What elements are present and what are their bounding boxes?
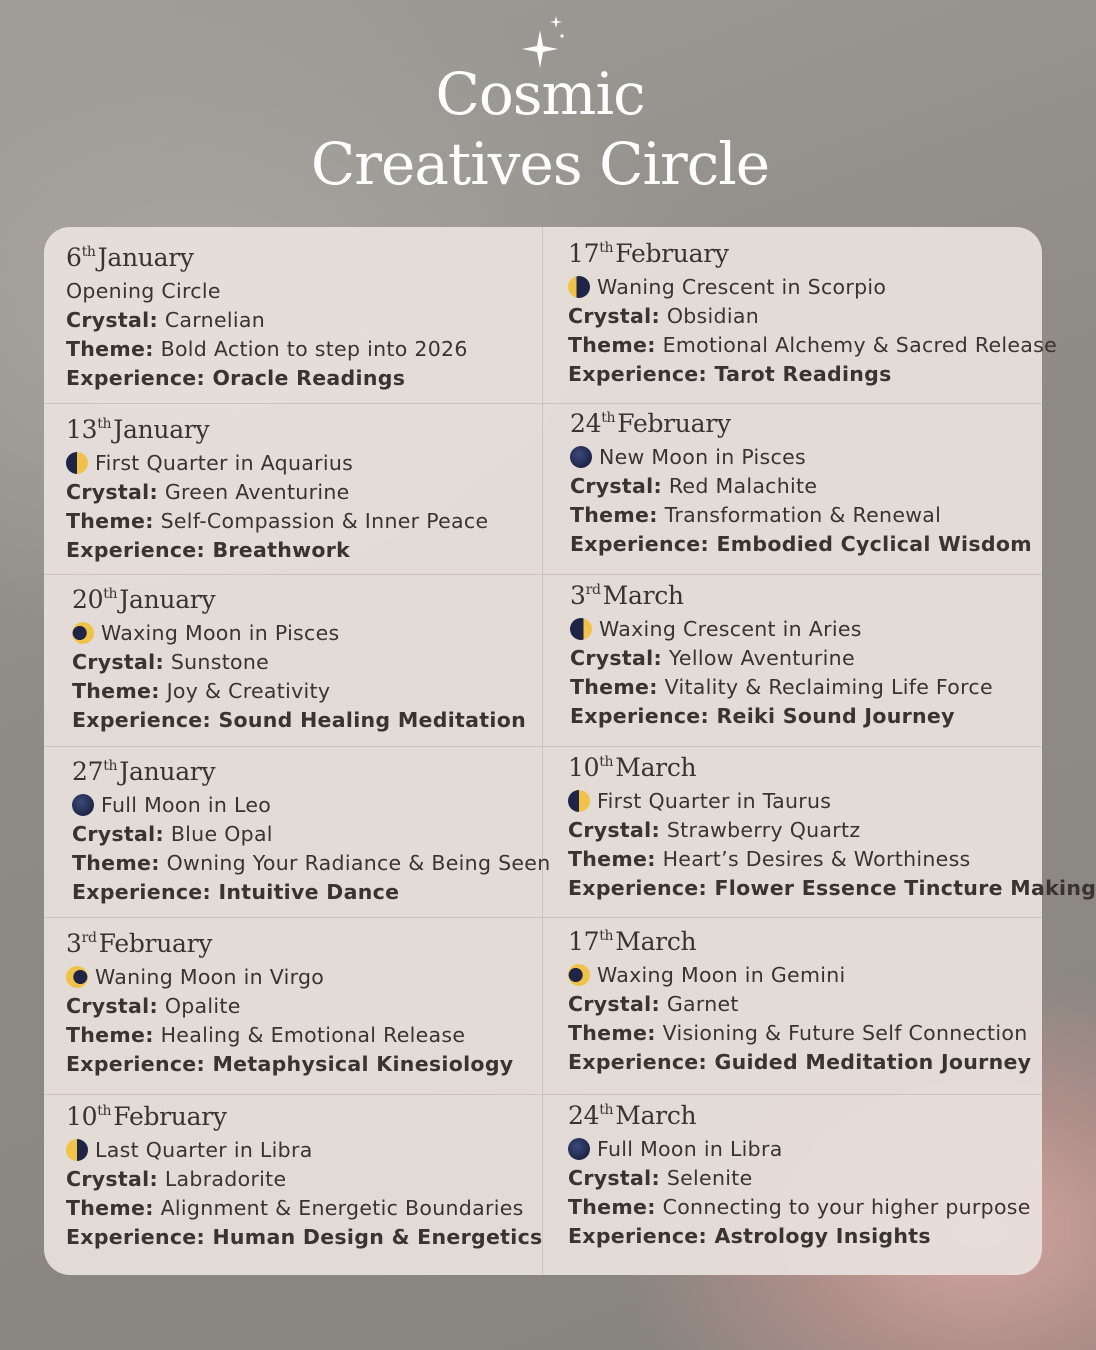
experience-label: Experience:	[66, 366, 205, 390]
session-crystal: Sunstone	[170, 650, 270, 674]
session-day: 24	[568, 1101, 600, 1130]
row-divider	[44, 1094, 1042, 1095]
session-experience-line	[66, 1050, 513, 1079]
crystal-label: Crystal:	[568, 992, 660, 1016]
session-crystal: Red Malachite	[668, 474, 818, 498]
session-experience-line	[568, 1048, 1031, 1077]
session-crystal-line	[66, 478, 488, 507]
waning-crescent-moon-icon	[568, 276, 590, 298]
theme-label: Theme:	[66, 509, 154, 533]
session-experience: Guided Meditation Journey	[714, 1050, 1032, 1074]
theme-label: Theme:	[568, 333, 656, 357]
session-month: February	[615, 239, 729, 268]
session-month: March	[615, 927, 697, 956]
session-phase-line	[570, 615, 993, 644]
theme-label: Theme:	[570, 503, 658, 527]
last-quarter-moon-icon	[66, 1139, 88, 1161]
session-crystal-line	[568, 1164, 1031, 1193]
session-cell	[66, 1100, 543, 1252]
session-theme: Visioning & Future Self Connection	[662, 1021, 1028, 1045]
session-crystal-line	[568, 302, 1057, 331]
crystal-label: Crystal:	[568, 818, 660, 842]
session-crystal-line	[66, 1165, 543, 1194]
session-crystal: Green Aventurine	[164, 480, 350, 504]
session-day-suffix: th	[97, 416, 112, 432]
experience-label: Experience:	[66, 1225, 205, 1249]
session-experience-line	[570, 530, 1032, 559]
experience-label: Experience:	[66, 1052, 205, 1076]
crystal-label: Crystal:	[568, 1166, 660, 1190]
session-experience: Tarot Readings	[714, 362, 892, 386]
session-day-suffix: th	[81, 244, 96, 260]
session-crystal-line	[570, 472, 1032, 501]
row-divider	[44, 403, 1042, 404]
crystal-label: Crystal:	[72, 822, 164, 846]
session-day: 6	[66, 243, 82, 272]
session-phase-line	[568, 273, 1057, 302]
experience-label: Experience:	[570, 704, 709, 728]
waning-moon-icon	[66, 966, 88, 988]
session-experience: Oracle Readings	[212, 366, 406, 390]
session-phase-line	[568, 961, 1031, 990]
row-divider	[44, 917, 1042, 918]
experience-label: Experience:	[66, 538, 205, 562]
session-experience-line	[568, 874, 1096, 903]
session-day: 10	[66, 1102, 98, 1131]
session-phase: Waxing Crescent in Aries	[599, 617, 862, 641]
session-date	[72, 755, 551, 789]
session-cell	[72, 755, 551, 907]
session-day-suffix: th	[599, 754, 614, 770]
first-quarter-moon-icon	[568, 790, 590, 812]
session-phase-line	[72, 791, 551, 820]
session-cell	[568, 925, 1031, 1077]
session-day-suffix: th	[601, 410, 616, 426]
session-experience-line	[568, 1222, 1031, 1251]
session-crystal: Yellow Aventurine	[668, 646, 855, 670]
session-phase-line	[570, 443, 1032, 472]
session-theme: Joy & Creativity	[166, 679, 331, 703]
row-divider	[44, 574, 1042, 575]
crystal-label: Crystal:	[66, 480, 158, 504]
session-cell	[568, 1099, 1031, 1251]
session-experience-line	[72, 706, 526, 735]
crystal-label: Crystal:	[66, 1167, 158, 1191]
session-phase-line	[66, 1136, 543, 1165]
session-theme-line	[570, 673, 993, 702]
session-date	[568, 1099, 1031, 1133]
crystal-label: Crystal:	[72, 650, 164, 674]
crystal-label: Crystal:	[570, 646, 662, 670]
experience-label: Experience:	[568, 1224, 707, 1248]
schedule-card	[44, 227, 1096, 1275]
session-cell	[66, 413, 488, 565]
session-phase: Waning Moon in Virgo	[95, 965, 325, 989]
experience-label: Experience:	[72, 880, 211, 904]
session-crystal: Selenite	[666, 1166, 753, 1190]
session-theme: Owning Your Radiance & Being Seen	[166, 851, 551, 875]
session-crystal-line	[72, 648, 526, 677]
session-month: February	[98, 929, 213, 958]
session-day-suffix: th	[103, 586, 118, 602]
session-theme: Vitality & Reclaiming Life Force	[664, 675, 993, 699]
page-title-line-2: Creatives Circle	[310, 130, 770, 198]
session-day: 3	[570, 581, 586, 610]
session-phase: First Quarter in Taurus	[597, 789, 832, 813]
session-theme-line	[66, 507, 488, 536]
session-crystal: Carnelian	[164, 308, 266, 332]
session-phase-line	[568, 1135, 1031, 1164]
session-theme-line	[72, 677, 526, 706]
session-theme-line	[568, 845, 1096, 874]
waxing-moon-icon	[568, 964, 590, 986]
session-date	[66, 413, 488, 447]
session-day-suffix: rd	[585, 582, 601, 598]
session-month: March	[602, 581, 684, 610]
session-day: 13	[66, 415, 98, 444]
theme-label: Theme:	[66, 1023, 154, 1047]
theme-label: Theme:	[568, 847, 656, 871]
session-cell	[66, 927, 513, 1079]
session-phase: Waxing Moon in Pisces	[101, 621, 340, 645]
session-cell	[72, 583, 526, 735]
session-theme-line	[568, 1193, 1031, 1222]
session-experience-line	[72, 878, 551, 907]
session-cell	[570, 579, 993, 731]
session-day-suffix: th	[599, 928, 614, 944]
session-theme-line	[66, 1021, 513, 1050]
session-cell	[568, 237, 1057, 389]
experience-label: Experience:	[570, 532, 709, 556]
session-cell	[66, 241, 468, 393]
session-phase-line	[72, 619, 526, 648]
session-month: January	[113, 415, 210, 444]
session-day-suffix: th	[97, 1103, 112, 1119]
session-experience: Flower Essence Tincture Making	[714, 876, 1096, 900]
session-cell	[568, 751, 1096, 903]
session-theme: Connecting to your higher purpose	[662, 1195, 1031, 1219]
session-phase: Waxing Moon in Gemini	[597, 963, 846, 987]
session-month: February	[113, 1102, 227, 1131]
session-theme-line	[570, 501, 1032, 530]
session-crystal-line	[66, 306, 468, 335]
session-day: 24	[570, 409, 602, 438]
session-crystal: Blue Opal	[170, 822, 273, 846]
session-phase: Full Moon in Leo	[101, 793, 272, 817]
session-experience: Sound Healing Meditation	[218, 708, 526, 732]
session-phase: Opening Circle	[66, 279, 221, 303]
waxing-crescent-moon-icon	[570, 618, 592, 640]
session-theme-line	[568, 331, 1057, 360]
session-date	[570, 579, 993, 613]
session-date	[570, 407, 1032, 441]
session-experience-line	[568, 360, 1057, 389]
session-day-suffix: th	[103, 758, 118, 774]
experience-label: Experience:	[568, 1050, 707, 1074]
session-crystal-line	[568, 990, 1031, 1019]
row-divider	[44, 746, 1042, 747]
session-day: 3	[66, 929, 82, 958]
session-experience: Metaphysical Kinesiology	[212, 1052, 514, 1076]
full-moon-icon	[72, 794, 94, 816]
session-day-suffix: th	[599, 1102, 614, 1118]
session-theme: Alignment & Energetic Boundaries	[160, 1196, 524, 1220]
session-theme: Self-Compassion & Inner Peace	[160, 509, 489, 533]
page-title-line-1: Cosmic	[435, 60, 645, 128]
session-date	[66, 927, 513, 961]
theme-label: Theme:	[72, 679, 160, 703]
session-crystal: Opalite	[164, 994, 241, 1018]
crystal-label: Crystal:	[568, 304, 660, 328]
session-crystal: Garnet	[666, 992, 739, 1016]
session-crystal: Labradorite	[164, 1167, 287, 1191]
session-crystal-line	[570, 644, 993, 673]
session-theme: Emotional Alchemy & Sacred Release	[662, 333, 1058, 357]
session-phase: New Moon in Pisces	[599, 445, 806, 469]
session-day: 17	[568, 927, 600, 956]
session-day-suffix: rd	[81, 930, 97, 946]
session-theme-line	[568, 1019, 1031, 1048]
session-date	[66, 1100, 543, 1134]
theme-label: Theme:	[570, 675, 658, 699]
session-crystal-line	[66, 992, 513, 1021]
theme-label: Theme:	[72, 851, 160, 875]
session-crystal-line	[568, 816, 1096, 845]
session-day: 17	[568, 239, 600, 268]
session-crystal: Obsidian	[666, 304, 759, 328]
session-phase-line	[66, 963, 513, 992]
session-theme: Bold Action to step into 2026	[160, 337, 468, 361]
waxing-moon-icon	[72, 622, 94, 644]
crystal-label: Crystal:	[66, 308, 158, 332]
session-experience-line	[66, 1223, 543, 1252]
session-phase-line	[66, 277, 468, 306]
session-crystal: Strawberry Quartz	[666, 818, 861, 842]
theme-label: Theme:	[66, 337, 154, 361]
session-phase-line	[66, 449, 488, 478]
session-date	[72, 583, 526, 617]
new-moon-icon	[570, 446, 592, 468]
session-month: March	[615, 1101, 697, 1130]
session-phase: Last Quarter in Libra	[95, 1138, 313, 1162]
session-month: March	[615, 753, 697, 782]
session-experience: Intuitive Dance	[218, 880, 400, 904]
session-month: January	[97, 243, 194, 272]
session-phase-line	[568, 787, 1096, 816]
full-moon-icon	[568, 1138, 590, 1160]
crystal-label: Crystal:	[66, 994, 158, 1018]
session-day: 27	[72, 757, 104, 786]
session-phase: First Quarter in Aquarius	[95, 451, 354, 475]
session-experience: Human Design & Energetics	[212, 1225, 543, 1249]
theme-label: Theme:	[568, 1195, 656, 1219]
experience-label: Experience:	[568, 876, 707, 900]
session-theme-line	[72, 849, 551, 878]
session-experience-line	[570, 702, 993, 731]
session-theme-line	[66, 335, 468, 364]
session-date	[568, 237, 1057, 271]
first-quarter-moon-icon	[66, 452, 88, 474]
session-experience: Embodied Cyclical Wisdom	[716, 532, 1032, 556]
session-theme: Heart’s Desires & Worthiness	[662, 847, 971, 871]
session-date	[568, 925, 1031, 959]
session-date	[568, 751, 1096, 785]
session-theme: Transformation & Renewal	[664, 503, 942, 527]
session-experience: Breathwork	[212, 538, 351, 562]
session-month: February	[617, 409, 731, 438]
session-phase: Waning Crescent in Scorpio	[597, 275, 887, 299]
theme-label: Theme:	[568, 1021, 656, 1045]
session-cell	[570, 407, 1032, 559]
theme-label: Theme:	[66, 1196, 154, 1220]
session-day: 20	[72, 585, 104, 614]
crystal-label: Crystal:	[570, 474, 662, 498]
session-day: 10	[568, 753, 600, 782]
session-month: January	[119, 757, 216, 786]
session-phase: Full Moon in Libra	[597, 1137, 783, 1161]
session-experience: Astrology Insights	[714, 1224, 931, 1248]
session-month: January	[119, 585, 216, 614]
session-theme-line	[66, 1194, 543, 1223]
session-experience: Reiki Sound Journey	[716, 704, 955, 728]
session-experience-line	[66, 536, 488, 565]
session-date	[66, 241, 468, 275]
session-day-suffix: th	[599, 240, 614, 256]
experience-label: Experience:	[568, 362, 707, 386]
session-theme: Healing & Emotional Release	[160, 1023, 466, 1047]
experience-label: Experience:	[72, 708, 211, 732]
session-crystal-line	[72, 820, 551, 849]
session-experience-line	[66, 364, 468, 393]
